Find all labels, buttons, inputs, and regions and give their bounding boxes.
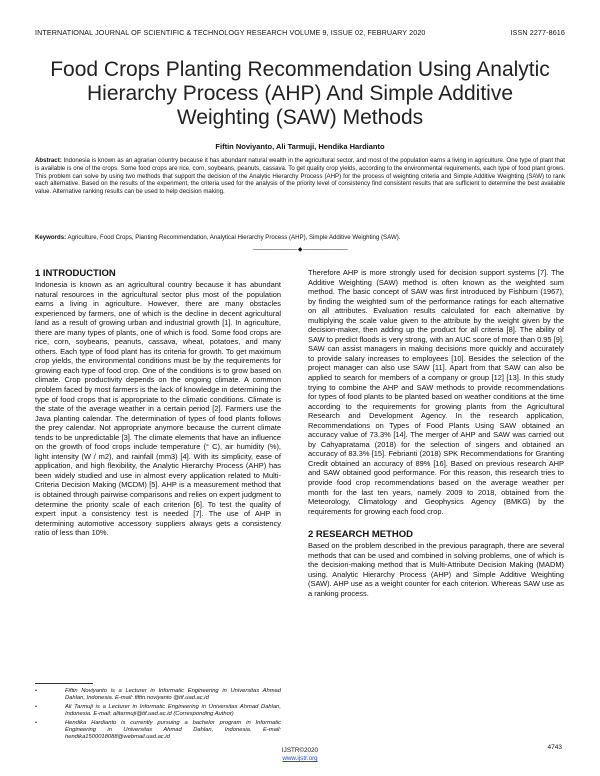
running-header <box>35 28 565 37</box>
footnote-item: • Ali Tarmuji is a Lecturer in Informatic Engineering in Universitas Ahmad Dahlan, Indonesia. E-mail: alitarmuji@tif.uad.ac.id (Corresponding Author) <box>35 704 281 719</box>
author-footnotes <box>35 688 281 743</box>
page-footer <box>0 747 600 763</box>
left-column <box>35 268 281 538</box>
abstract-text: Indonesia is known as an agrarian country because it has abundant natural wealth in the agricultural sector, and most of the population earns a living in agriculture. One type of plant that is available is one of the crops. Some food crops are rice, corn, soybeans, peanuts, cassava. To get quality crop yields, according to the environmental requirements, each type of food plant grows. This problem can solve by using two methods that support the decision of the Analytic Hierarchy Process (AHP) for the process of weighting criteria and Simple Additive Weighting (SAW) to rank each alternative. Based on the results of the experiment, the criteria used for the analysis of the priority level of consistency find consistent results that are sufficient to determine the best available value. Alternative ranking results can be used to help decision making. <box>35 157 565 196</box>
research-method-heading: 2 RESEARCH METHOD <box>308 529 414 541</box>
introduction-paragraph: Indonesia is known as an agricultural country because it has abundant natural resources in the agricultural sector plus most of the population earns a living in agriculture. However, there are many obstacles experienced by farmers, one of which is the decline in decent agricultural land as a result of growing urban and industrial growth [1]. In agriculture, there are many types of plants, one of which is food. Some food crops are rice, corn, soybeans, peanuts, cassava, wheat, potatoes, and many others. Each type of food plant has its criteria for growth. To get maximum crop yields, the environmental conditions must be by the requirements for growing each type of food crop. One of the conditions is to grow based on climate. Crop productivity depends on the ongoing climate. A common problem faced by most farmers is the lack of knowledge in determining the type of food crops that is appropriate to the climatic conditions. Climate is the state of the average weather in a certain period [2]. Farmers use the Java planting calendar. The determination of types of food plants follows the prey calendar. Not appropriate anymore because the current climate tends to be unpredictable [3]. The climate elements that have an influence on the growth of food crops include temperature (° C), air humidity (%), light intensity (W / m2), and rainfall (mm3) [4]. With its simplicity, ease of application, and high flexibility, the Analytic Hierarchy Process (AHP) has been widely studied and use in almost every application related to Multi-Criteria Decision Making (MCDM) [5]. AHP is a measurement method that is obtained through pairwise comparisons and relies on expert judgment to determine the priority scale of each criterion [6]. To test the quality of expert input a consistency test is needed [7]. The use of AHP in determining automotive accessory suppliers always gets a consistency ratio of less than 10%. <box>35 280 281 538</box>
footnote-item: • Fiftin Noviyanto is a Lecturer in Informatic Engineering in Universitas Ahmad Dahlan, Indonesia. E-mail: fiftin.noviyanto @tif.uad.ac.id <box>35 688 281 703</box>
footnote-rule <box>35 683 93 684</box>
section-separator: ———————— ◆ ———————— <box>252 247 348 253</box>
abstract-label: Abstract: <box>35 157 62 164</box>
keywords-label: Keywords: <box>35 234 67 241</box>
journal-name: INTERNATIONAL JOURNAL OF SCIENTIFIC & TECHNOLOGY RESEARCH VOLUME 9, ISSUE 02, FEBRUARY 2020 <box>35 28 426 37</box>
page-number: 4743 <box>547 744 562 751</box>
introduction-heading: 1 INTRODUCTION <box>35 268 116 279</box>
keywords <box>35 234 565 242</box>
introduction-continued-paragraph: Therefore AHP is more strongly used for decision support systems [7]. The Additive Weighting (SAW) method is often known as the weighted sum method. The basic concept of SAW was first introduced by Fishburn (1967), by finding the weighted sum of the performance ratings for each alternative on all attributes. Evaluation results calculated for each alternative by multiplying the scale value given to the attribute by the weight given by the decision-maker, then adding up the product for all criteria [8]. The ability of SAW to predict floods is very strong, with an AUC score of more than 0.95 [9]. SAW can assist managers in making decisions more quickly and accurately to provide salary increases to employees [10]. Besides the selection of the project manager can also use SAW [11]. Apart from that SAW can also be applied to search for members of a company or group [12] [13]. In this study trying to combine the AHP and SAW methods to provide recommendations for types of food plants to be planted based on weather conditions at the time according to the requirements for growing plants from the Agricultural Research and Development Agency. In the research application, Recommendations on Types of Food Plants Using SAW obtained an accuracy value of 73.3% [14]. The merger of AHP and SAW was carried out by Cahyapratama (2018) for the selection of singers and obtained an accuracy of 83.3% [15]. Febrianti (2018) SPK Recommendations for Granting Credit obtained an accuracy of 89% [16]. Based on previous research AHP and SAW obtained good performance. For this reason, this research tries to provide food crop recommendations based on the average weather per month for the last ten years, namely 2009 to 2018, obtained from the Meteorology, Climatology and Geophysics Agency (BMKG) by the requirements for growing each food crop. <box>308 268 564 516</box>
paper-title: Food Crops Planting Recommendation Using Analytic Hierarchy Process (AHP) And Simple Additive Weighting (SAW) Methods <box>50 58 550 129</box>
footnote-item: • Hendika Hardianto is currently pursuing a bachelor program in Informatic Engineering in Universitas Ahmad Dahlan, Indonesia. E-mail: hendika1500018088@webmail.uad.ac.id <box>35 720 281 742</box>
journal-link[interactable]: www.ijstr.org <box>282 755 318 762</box>
copyright-code: IJSTR©2020 <box>281 747 319 754</box>
abstract <box>35 157 565 196</box>
keywords-text: Agriculture, Food Crops, Planting Recommendation, Analytical Hierarchy Process (AHP), Simple Additive Weighting (SAW). <box>66 234 401 241</box>
research-method-paragraph: Based on the problem described in the previous paragraph, there are several methods that can be used and combined in solving problems, one of which is the decision-making method that is Multi-Attribute Decision Making (MADM) using. Analytic Hierarchy Process (AHP) and Simple Additive Weighting (SAW). AHP use as a weight counter for each criterion. Whereas SAW use as a ranking process. <box>308 541 564 598</box>
right-column <box>308 268 564 599</box>
issn: ISSN 2277-8616 <box>510 28 565 37</box>
author-list: Fiftin Noviyanto, Ali Tarmuji, Hendika Hardianto <box>215 142 385 151</box>
